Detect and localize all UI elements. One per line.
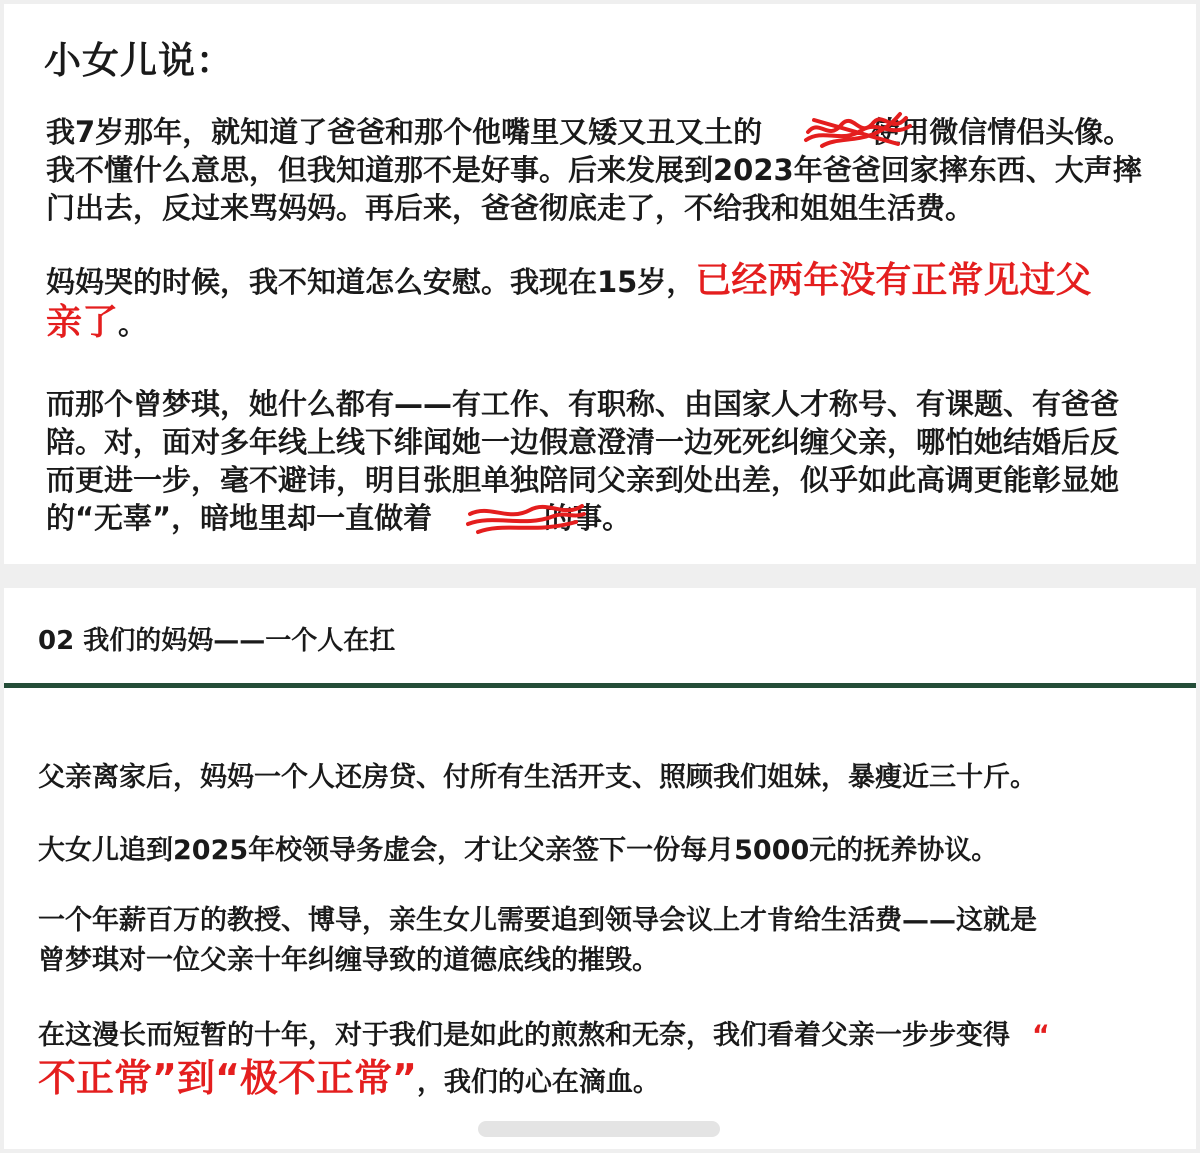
paragraph-3-line-3: 而更进一步，毫不避讳，明目张胆单独陪同父亲到处出差，似乎如此高调更能彰显她 <box>46 463 1120 497</box>
section2-paragraph-1: 父亲离家后，妈妈一个人还房贷、付所有生活开支、照顾我们姐妹，暴瘦近三十斤。 <box>38 762 1037 793</box>
paragraph-1-line-1: 我7岁那年，就知道了爸爸和那个他嘴里又矮又丑又土的 使用微信情侣头像。 <box>46 115 1133 149</box>
scribble-redaction-2 <box>464 492 588 540</box>
section2-paragraph-3-line-2: 曾梦琪对一位父亲十年纠缠导致的道德底线的摧毁。 <box>38 945 659 976</box>
paragraph-1-line-2: 我不懂什么意思，但我知道那不是好事。后来发展到2023年爸爸回家摔东西、大声摔 <box>46 153 1142 187</box>
paragraph-2-line-1: 妈妈哭的时候，我不知道怎么安慰。我现在15岁，已经两年没有正常见过父 <box>46 260 1092 301</box>
highlight-quote-mark: “ <box>1032 1020 1050 1051</box>
paragraph-3-line-4: 的“无辜”，暗地里却一直做着 的事。 <box>46 501 632 535</box>
section2-paragraph-4-line-1: 在这漫长而短暂的十年，对于我们是如此的煎熬和无奈，我们看着父亲一步步变得 “ <box>38 1020 1050 1051</box>
highlight-red-1: 已经两年没有正常见过父 <box>695 260 1092 301</box>
highlight-red-2: 亲了 <box>46 302 119 343</box>
section-divider <box>4 683 1196 688</box>
section2-paragraph-2: 大女儿追到2025年校领导务虚会，才让父亲签下一份每月5000元的抚养协议。 <box>38 835 999 866</box>
paragraph-1-line-3: 门出去，反过来骂妈妈。再后来，爸爸彻底走了，不给我和姐姐生活费。 <box>46 191 975 225</box>
highlight-red-3: 不正常”到“极不正常” <box>38 1056 417 1100</box>
page-heading: 小女儿说： <box>44 39 234 82</box>
paragraph-2 <box>46 262 1091 346</box>
paragraph-1 <box>46 113 1142 227</box>
paragraph-3-line-1: 而那个曾梦琪，她什么都有——有工作、有职称、由国家人才称号、有课题、有爸爸 <box>46 387 1120 421</box>
section2-paragraph-4-line-2: 不正常”到“极不正常”，我们的心在滴血。 <box>38 1056 660 1100</box>
section2-paragraph-4 <box>38 1016 1050 1103</box>
scribble-redaction-1 <box>802 104 914 154</box>
paragraph-3-line-2: 陪。对，面对多年线上线下绯闻她一边假意澄清一边死死纠缠父亲，哪怕她结婚后反 <box>46 425 1120 459</box>
section-title: 02 我们的妈妈——一个人在扛 <box>38 626 396 656</box>
section2-paragraph-3 <box>38 901 1037 981</box>
scroll-indicator[interactable] <box>478 1121 720 1137</box>
section2-paragraph-3-line-1: 一个年薪百万的教授、博导，亲生女儿需要追到领导会议上才肯给生活费——这就是 <box>38 905 1037 936</box>
paragraph-2-line-2: 亲了。 <box>46 302 148 343</box>
